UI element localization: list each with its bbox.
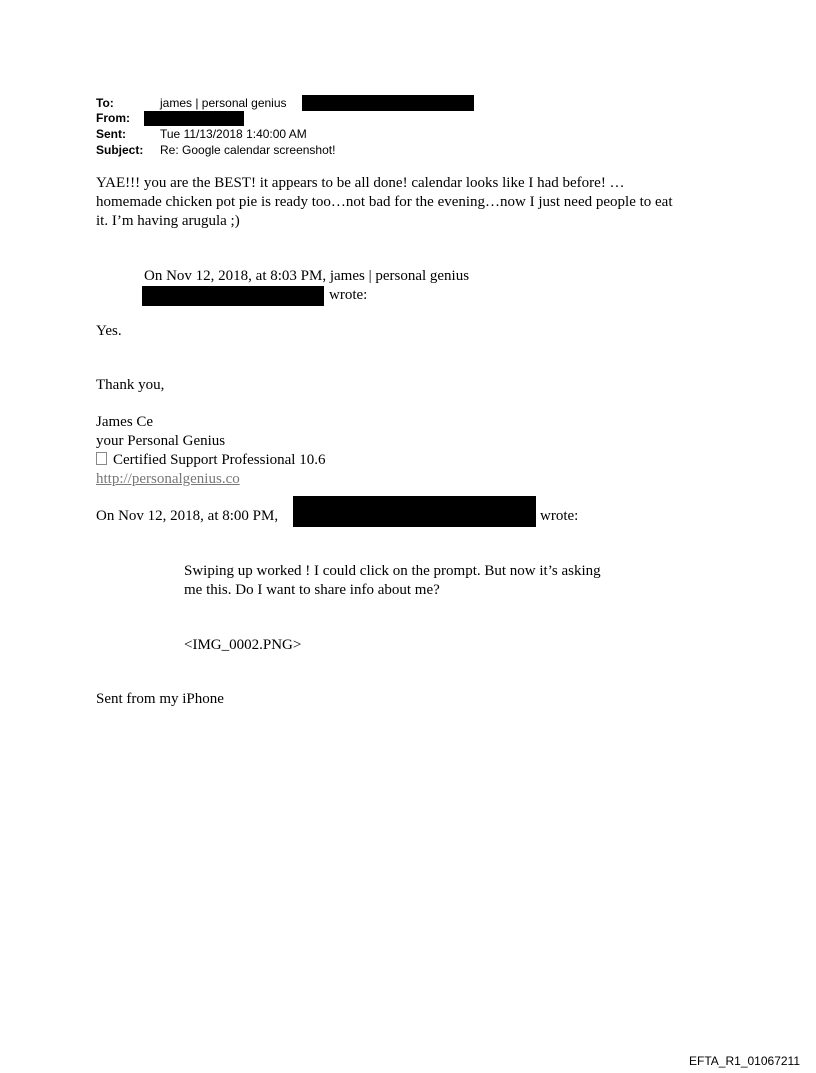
signature-cert: Certified Support Professional 10.6 <box>113 452 326 468</box>
signature-cert-row <box>96 451 325 469</box>
quote1-wrote: wrote: <box>329 287 368 303</box>
quote2-attribution: On Nov 12, 2018, at 8:00 PM, <box>96 508 279 524</box>
quoted-line-1: Swiping up worked ! I could click on the prompt. But now it’s asking <box>184 563 601 579</box>
reply-thanks: Thank you, <box>96 377 165 393</box>
signature-name: James Ce <box>96 414 154 430</box>
subject-label: Subject: <box>96 143 144 157</box>
sent-from: Sent from my iPhone <box>96 691 224 707</box>
redaction-bar <box>293 496 536 527</box>
redaction-bar <box>144 111 244 126</box>
sent-label: Sent: <box>96 127 126 141</box>
to-label: To: <box>96 96 114 110</box>
redaction-bar <box>302 95 474 111</box>
document-id: EFTA_R1_01067211 <box>689 1054 800 1068</box>
redaction-bar <box>142 286 324 306</box>
quote2-wrote: wrote: <box>540 508 579 524</box>
missing-glyph-icon <box>96 452 107 465</box>
quote1-attribution: On Nov 12, 2018, at 8:03 PM, james | personal genius <box>144 268 470 284</box>
attachment-name: <IMG_0002.PNG> <box>184 637 302 653</box>
subject-value: Re: Google calendar screenshot! <box>160 143 336 157</box>
from-label: From: <box>96 111 130 125</box>
body-line-1: YAE!!! you are the BEST! it appears to be all done! calendar looks like I had before! … <box>96 175 625 191</box>
signature-link[interactable]: http://personalgenius.co <box>96 471 240 487</box>
to-value: james | personal genius <box>160 96 287 110</box>
quoted-line-2: me this. Do I want to share info about me? <box>184 582 440 598</box>
body-line-3: it. I’m having arugula ;) <box>96 213 240 229</box>
sent-value: Tue 11/13/2018 1:40:00 AM <box>160 127 307 141</box>
reply-yes: Yes. <box>96 323 122 339</box>
body-line-2: homemade chicken pot pie is ready too…not bad for the evening…now I just need people to eat <box>96 194 673 210</box>
signature-title: your Personal Genius <box>96 433 226 449</box>
